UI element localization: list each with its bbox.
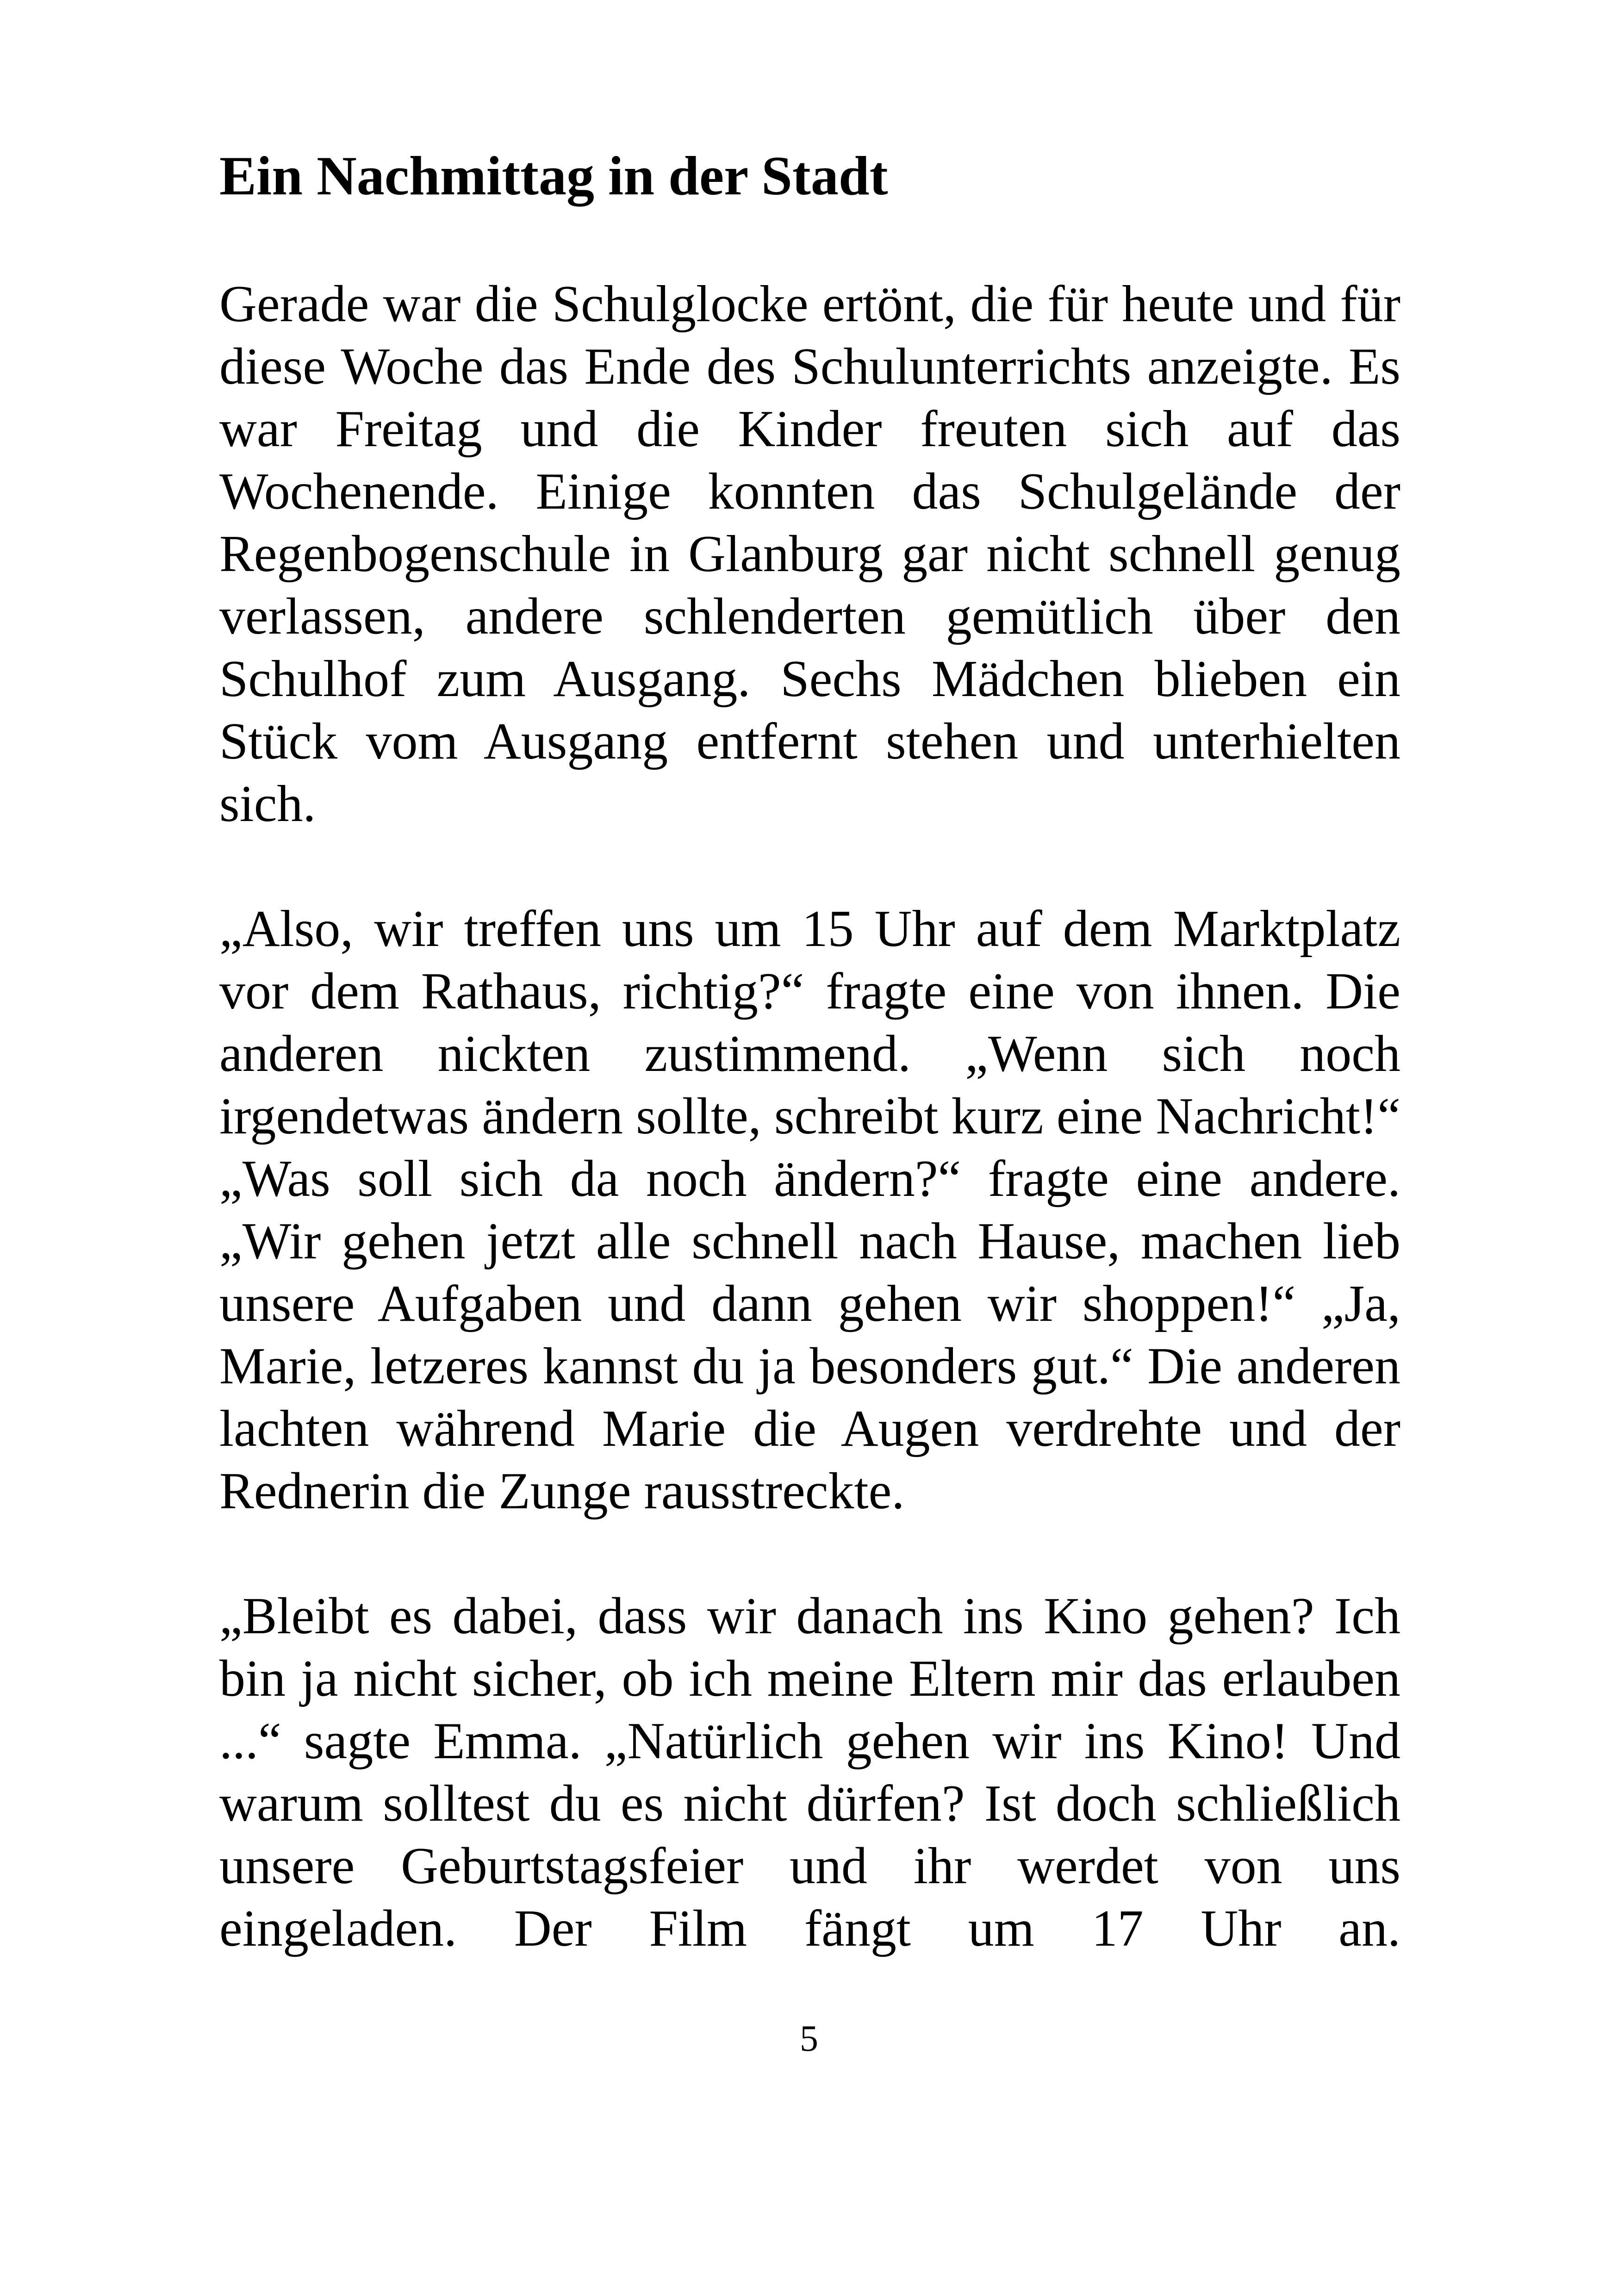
page-content: [219, 134, 1400, 1960]
page-number: 5: [800, 2018, 818, 2059]
paragraph-1: Gerade war die Schulglocke ertönt, die für heute und für diese Woche das Ende des Schulunterrichts anzeigte. Es war Freitag und die Kinder freuten sich auf das Wochenende. Einige konnten das Schulgelände der Regenbogenschule in Glanburg gar nicht schnell genug verlassen, andere schlenderten gemütlich über den Schulhof zum Ausgang. Sechs Mädchen blieben ein Stück vom Ausgang entfernt stehen und unterhielten sich.: [219, 275, 1400, 833]
paragraph-3: „Bleibt es dabei, dass wir danach ins Kino gehen? Ich bin ja nicht sicher, ob ich meine Eltern mir das erlauben ...“ sagte Emma. „Natürlich gehen wir ins Kino! Und warum solltest du es nicht dürfen? Ist doch schließlich unsere Geburtstagsfeier und ihr werdet von uns eingeladen. Der Film fängt um 17 Uhr an.: [219, 1587, 1400, 1957]
page-title: Ein Nachmittag in der Stadt: [219, 145, 888, 206]
paragraph-2: „Also, wir treffen uns um 15 Uhr auf dem Marktplatz vor dem Rathaus, richtig?“ fragte eine von ihnen. Die anderen nickten zustimmend. „Wenn sich noch irgendetwas ändern sollte, schreibt kurz eine Nachricht!“ „Was soll sich da noch ändern?“ fragte eine andere. „Wir gehen jetzt alle schnell nach Hause, machen lieb unsere Aufgaben und dann gehen wir shoppen!“ „Ja, Marie, letzeres kannst du ja besonders gut.“ Die anderen lachten während Marie die Augen verdrehte und der Rednerin die Zunge rausstreckte.: [219, 900, 1400, 1520]
